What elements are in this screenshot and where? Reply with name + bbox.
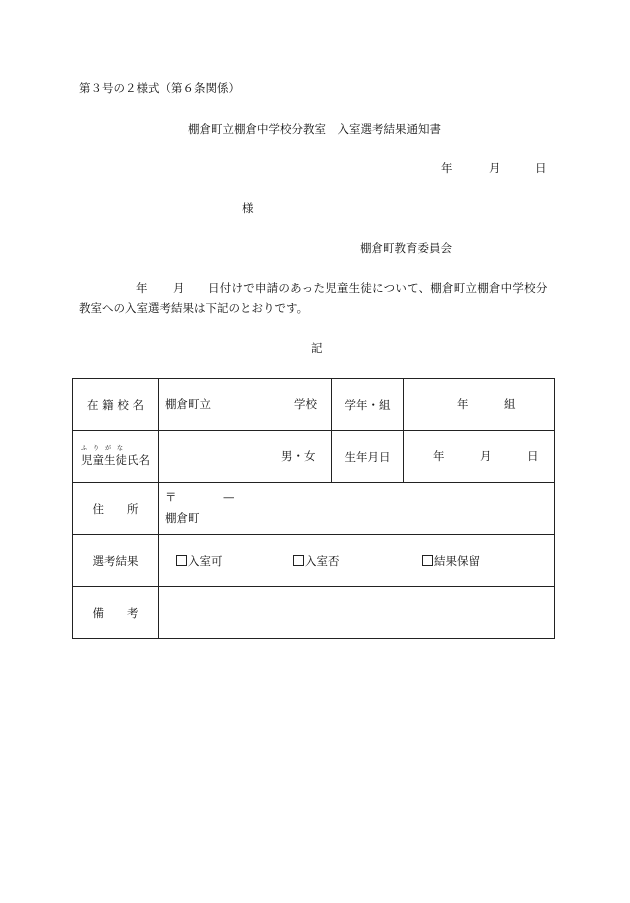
result-option-pending[interactable]: 結果保留 [422,555,480,568]
result-label: 選考結果 [92,553,139,568]
address-value-cell [159,483,555,535]
address-row [73,483,555,535]
school-suffix: 学校 [294,397,317,411]
remarks-value-cell[interactable] [159,587,555,639]
date-month-label: 月 [489,161,501,175]
grade-label-cell [332,379,404,431]
name-row [73,431,555,483]
remarks-label-cell [73,587,159,639]
body-year-label: 年 [136,281,148,295]
ki-heading: 記 [311,341,323,355]
date-year-label: 年 [441,161,453,175]
result-options-cell [159,535,555,587]
grade-value-cell [404,379,555,431]
postal-dash: — [223,490,235,504]
grade-class-label: 組 [504,397,516,411]
birth-year-label: 年 [433,449,445,463]
issuer-name: 棚倉町教育委員会 [360,241,452,255]
result-option-admit[interactable]: 入室可 [176,555,223,568]
name-label-cell [73,431,159,483]
body-month-label: 月 [173,281,185,295]
address-label: 住 所 [92,501,145,516]
name-label: 児童生徒氏名 [81,452,150,467]
address-label-cell [73,483,159,535]
checkbox-icon[interactable] [293,555,304,566]
addressee-suffix: 様 [242,201,254,215]
gender-options: 男・女 [281,449,316,463]
grade-label: 学年・組 [344,397,391,412]
birth-label: 生年月日 [344,449,391,464]
body-line-2: 教室への入室選考結果は下記のとおりです。 [79,301,309,315]
birth-value-cell [404,431,555,483]
body-line-1: 日付けで申請のあった児童生徒について、棚倉町立棚倉中学校分 [208,281,548,295]
date-day-label: 日 [535,161,547,175]
school-prefix: 棚倉町立 [165,397,211,411]
result-label-cell [73,535,159,587]
school-row [73,379,555,431]
grade-year-label: 年 [457,397,469,411]
remarks-row [73,587,555,639]
result-table [72,378,555,639]
checkbox-icon[interactable] [176,555,187,566]
result-option-reject[interactable]: 入室否 [293,555,340,568]
name-value-cell [159,431,332,483]
form-number: 第３号の２様式（第６条関係） [79,81,240,95]
result-row [73,535,555,587]
birth-month-label: 月 [480,449,492,463]
document-title: 棚倉町立棚倉中学校分教室 入室選考結果通知書 [188,122,441,136]
name-furigana: ふ り が な [81,444,124,452]
checkbox-icon[interactable] [422,555,433,566]
birth-day-label: 日 [527,449,539,463]
remarks-label: 備 考 [92,605,145,620]
address-town: 棚倉町 [165,511,200,525]
school-label-cell [73,379,159,431]
birth-label-cell [332,431,404,483]
school-value-cell [159,379,332,431]
school-label: 在 籍 校 名 [87,397,144,412]
postal-mark: 〒 [165,490,177,504]
